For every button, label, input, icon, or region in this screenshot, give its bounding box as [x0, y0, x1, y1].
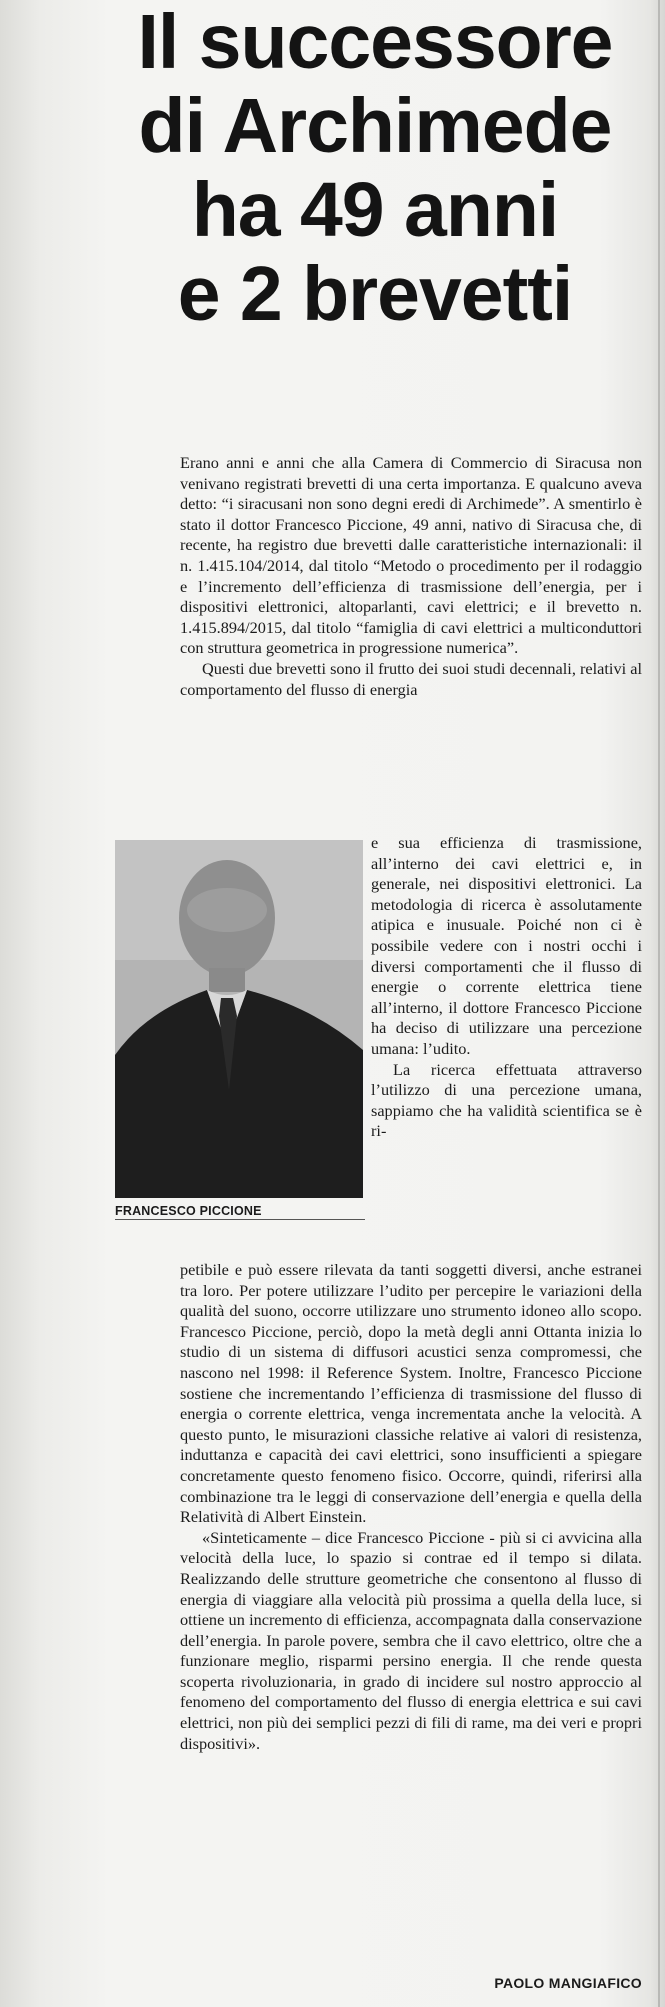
paragraph-3-start: La ricerca effettuata attraverso l’utilizzo di una percezione umana, sappiamo che ha validità scientifica se è ri- — [371, 1059, 642, 1141]
author-byline: PAOLO MANGIAFICO — [494, 1975, 642, 1991]
headline — [105, 0, 645, 336]
article-intro — [180, 453, 642, 700]
paragraph-3-cont: petibile e può essere rilevata da tanti soggetti diversi, anche estranei tra loro. Per potere utilizzare l’udito per percepire le variazioni della qualità del suono, occorre utilizzare uno strumento idoneo allo scopo. Francesco Piccione, perciò, dopo la metà degli anni Ottanta inizia lo studio di un sistema di diffusori acustici senza compromessi, che nascono nel 1998: il Reference System. Inoltre, Francesco Piccione sostiene che incrementando l’efficienza di trasmissione del flusso di energia o corrente elettrica, venga incrementata anche la velocità. A questo punto, le misurazioni classiche relative ai valori di resistenza, induttanza e capacità dei cavi elettrici, sono insufficienti a spiegare concretamente questo fenomeno fisico. Occorre, quindi, riferirsi alla combinazione tra le leggi di conservazione dell’energia e quella della Relatività di Albert Einstein. — [180, 1260, 642, 1527]
headline-line-2: di Archimede — [138, 83, 612, 169]
article-body — [180, 1260, 642, 1754]
photo-caption: FRANCESCO PICCIONE — [115, 1204, 262, 1218]
caption-rule — [115, 1219, 365, 1220]
paragraph-4: «Sinteticamente – dice Francesco Piccione - più si ci avvicina alla velocità della luce, lo spazio si contrae ed il tempo si dilata. Realizzando delle strutture geometriche che consentono al flusso di energia di viaggiare alla velocità più prossima a quella della luce, si ottiene un incremento di efficienza, accompagnata dalla conservazione dell’energia. In parole povere, sembra che il cavo elettrico, oltre che a funzionare meglio, risparmi persino energia. Il che rende questa scoperta rivoluzionaria, in grado di incidere sul nostro approccio al fenomeno del comportamento del flusso di energia elettrica e sui cavi elettrici, non più dei semplici pezzi di fili di rame, ma dei veri e propri dispositivi». — [180, 1527, 642, 1753]
page-fold-line — [658, 0, 660, 2007]
headline-line-1: Il successore — [137, 0, 613, 85]
headline-line-4: e 2 brevetti — [177, 251, 573, 337]
article-side-column — [371, 833, 642, 1142]
paragraph-2-cont: e sua efficienza di trasmissione, all’interno dei cavi elettrici e, in generale, nei dispositivi elettronici. La metodologia di ricerca è assolutamente atipica e inusuale. Poiché non ci è possibile vedere con i nostri occhi i diversi comportamenti che il flusso di energie o corrente elettrica tiene all’interno, il dottore Francesco Piccione ha deciso di utilizzare una percezione umana: l’udito. — [371, 833, 642, 1058]
paragraph-2-start: Questi due brevetti sono il frutto dei suoi studi decennali, relativi al comportamento del flusso di energia — [180, 658, 642, 699]
paragraph-1: Erano anni e anni che alla Camera di Commercio di Siracusa non venivano registrati brevetti di una certa importanza. E qualcuno aveva detto: “i siracusani non sono degni eredi di Archimede”. A smentirlo è stato il dottor Francesco Piccione, 49 anni, nativo di Siracusa che, di recente, ha registro due brevetti dalle caratteristiche internazionali: il n. 1.415.104/2014, dal titolo “Metodo o procedimento per il rodaggio e l’incremento dell’efficienza di trasmissione dell’energia, per i dispositivi elettronici, altoparlanti, cavi elettrici; e il brevetto n. 1.415.894/2015, dal titolo “famiglia di cavi elettrici a multiconduttori con struttura geometrica in progressione numerica”. — [180, 453, 642, 658]
headline-line-3: ha 49 anni — [191, 167, 559, 253]
portrait-photo — [115, 840, 363, 1198]
